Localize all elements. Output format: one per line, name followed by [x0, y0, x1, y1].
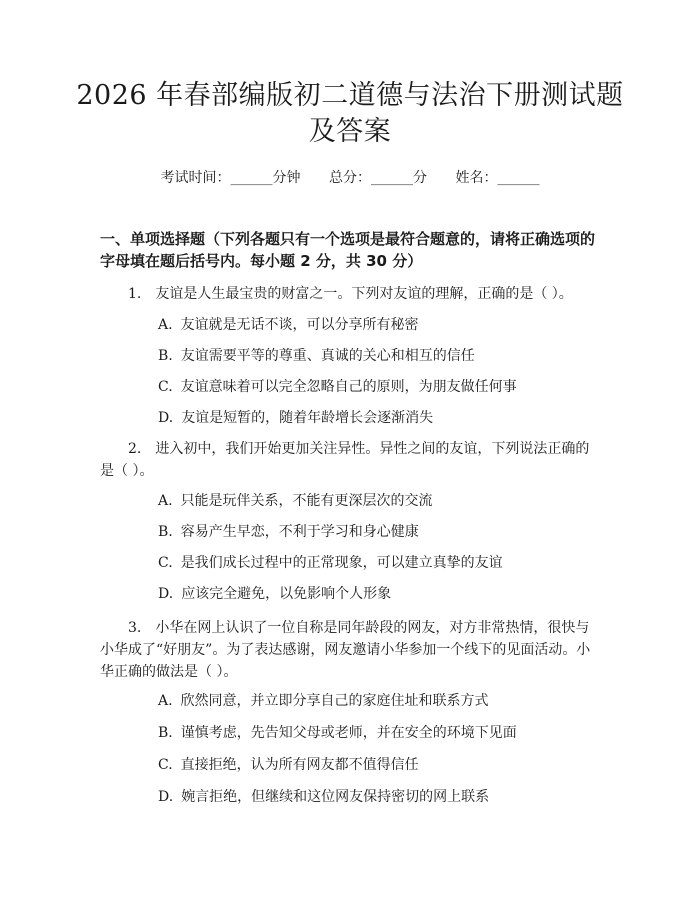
option-2c — [158, 552, 598, 574]
option-3c — [158, 754, 598, 776]
option-3b — [158, 722, 598, 744]
question-stem — [100, 617, 600, 683]
option-text: 直接拒绝，认为所有网友都不值得信任 — [180, 757, 419, 773]
option-letter: D. — [158, 410, 174, 426]
question-2 — [100, 438, 600, 482]
option-1a — [158, 314, 598, 336]
option-text: 应该完全避免，以免影响个人形象 — [181, 586, 392, 602]
option-letter: C. — [158, 379, 173, 395]
option-3a — [158, 690, 598, 712]
question-1 — [100, 283, 600, 305]
option-1b — [158, 345, 598, 367]
title-line-1: 2026 年春部编版初二道德与法治下册测试题 — [76, 80, 624, 111]
option-letter: C. — [158, 757, 173, 773]
option-letter: A. — [158, 493, 173, 509]
title-line-2: 及答案 — [308, 116, 392, 147]
option-text: 谨慎考虑，先告知父母或老师，并在安全的环境下见面 — [180, 725, 517, 741]
option-1d — [158, 407, 598, 429]
option-text: 只能是玩伴关系，不能有更深层次的交流 — [180, 493, 433, 509]
option-letter: B. — [158, 524, 173, 540]
option-text: 婉言拒绝，但继续和这位网友保持密切的网上联系 — [181, 789, 490, 805]
option-letter: A. — [158, 317, 173, 333]
option-text: 容易产生早恋，不利于学习和身心健康 — [180, 524, 419, 540]
option-2b — [158, 521, 598, 543]
option-letter: B. — [158, 725, 173, 741]
option-letter: B. — [158, 348, 173, 364]
option-text: 是我们成长过程中的正常现象，可以建立真挚的友谊 — [180, 555, 503, 571]
option-text: 友谊需要平等的尊重、真诚的关心和相互的信任 — [180, 348, 475, 364]
question-stem — [100, 283, 600, 305]
document-title — [0, 78, 700, 150]
option-text: 友谊是短暂的，随着年龄增长会逐渐消失 — [181, 410, 434, 426]
question-number: 1. — [128, 286, 142, 302]
question-text: 友谊是人生最宝贵的财富之一。下列对友谊的理解，正确的是（ ）。 — [155, 286, 573, 302]
question-text: 进入初中，我们开始更加关注异性。异性之间的友谊，下列说法正确的是（ ）。 — [100, 441, 590, 479]
question-number: 2. — [128, 441, 142, 457]
student-name-field: 姓名：______ — [455, 170, 540, 186]
option-text: 友谊意味着可以完全忽略自己的原则，为朋友做任何事 — [180, 379, 517, 395]
total-score-field: 总分：______分 — [329, 170, 427, 186]
option-letter: A. — [158, 693, 173, 709]
section-heading: 一、单项选择题（下列各题只有一个选项是最符合题意的，请将正确选项的字母填在题后括号内。每小题 2 分，共 30 分） — [100, 230, 596, 270]
option-text: 欣然同意，并立即分享自己的家庭住址和联系方式 — [180, 693, 489, 709]
question-3 — [100, 617, 600, 683]
question-text: 小华在网上认识了一位自称是同年龄段的网友，对方非常热情，很快与小华成了“好朋友”。为了表达感谢，网友邀请小华参加一个线下的见面活动。小华正确的做法是（ ）。 — [100, 620, 591, 680]
exam-time-field: 考试时间：______分钟 — [160, 170, 301, 186]
question-stem — [100, 438, 600, 482]
option-letter: D. — [158, 789, 174, 805]
option-3d — [158, 786, 598, 808]
option-letter: D. — [158, 586, 174, 602]
exam-meta — [0, 168, 700, 188]
option-text: 友谊就是无话不谈，可以分享所有秘密 — [180, 317, 419, 333]
question-number: 3. — [128, 620, 142, 636]
option-letter: C. — [158, 555, 173, 571]
option-2d — [158, 583, 598, 605]
option-2a — [158, 490, 598, 512]
option-1c — [158, 376, 598, 398]
